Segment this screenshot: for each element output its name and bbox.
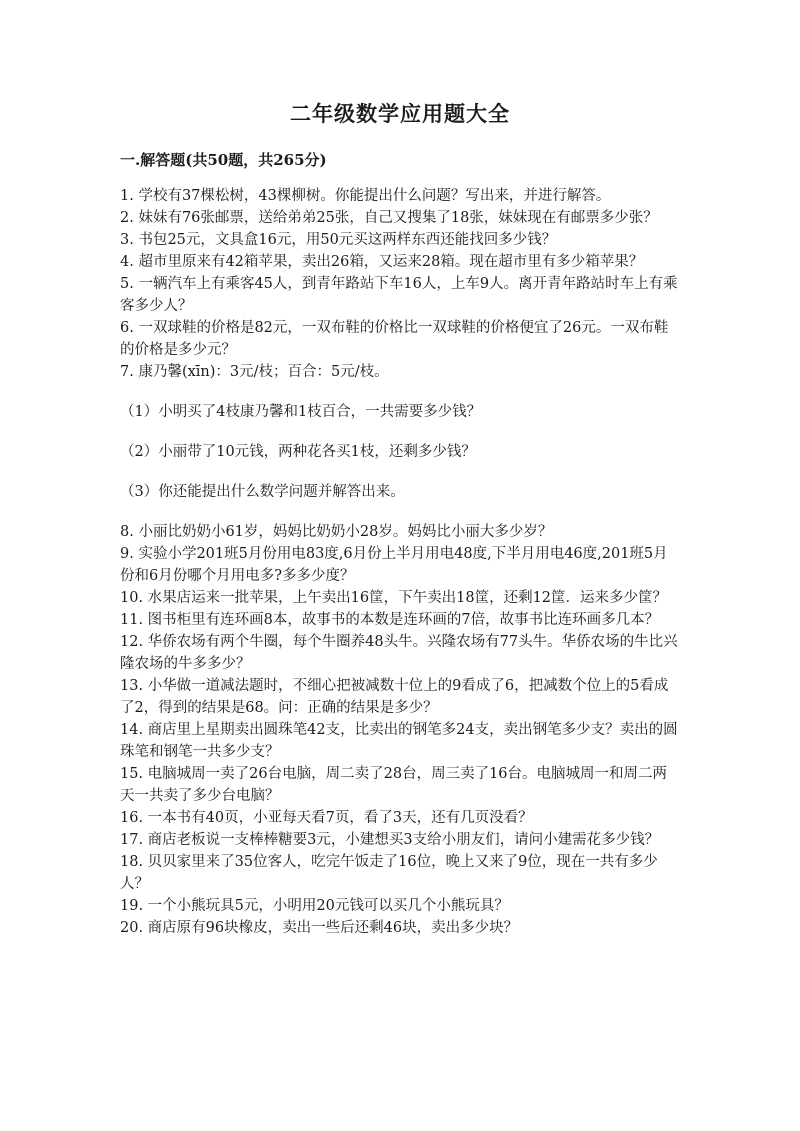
question-item: 20. 商店原有96块橡皮，卖出一些后还剩46块，卖出多少块？ (120, 920, 519, 936)
question-item: 8. 小丽比奶奶小61岁，妈妈比奶奶小28岁。妈妈比小丽大多少岁？ (120, 524, 553, 540)
question-item: 10. 水果店运来一批苹果，上午卖出16筐，下午卖出18筐，还剩12筐．运来多少筐？ (120, 590, 668, 606)
document-title: 二年级数学应用题大全 (290, 101, 510, 126)
question-item: 7. 康乃馨(xīn)：3元/枝；百合：5元/枝。 (120, 364, 389, 380)
question-item: 13. 小华做一道减法题时，不细心把被减数十位上的9看成了6，把减数个位上的5看成了2，得到的结果是68。问：正确的结果是多少？ (120, 678, 669, 716)
question-item: 19. 一个小熊玩具5元，小明用20元钱可以买几个小熊玩具？ (120, 898, 509, 914)
question-item: 18. 贝贝家里来了35位客人，吃完午饭走了16位，晚上又来了9位，现在一共有多少人？ (120, 854, 658, 892)
question-item: 12. 华侨农场有两个牛圈，每个牛圈养48头牛。兴隆农场有77头牛。华侨农场的牛比兴隆农场的牛多多少？ (120, 634, 678, 672)
question-item: 2. 妹妹有76张邮票，送给弟弟25张，自己又搜集了18张，妹妹现在有邮票多少张？ (120, 210, 658, 226)
question-item: 3. 书包25元，文具盒16元，用50元买这两样东西还能找回多少钱？ (120, 232, 557, 248)
question-list (120, 185, 680, 939)
question-item: 9. 实验小学201班5月份用电83度,6月份上半月用电48度,下半月用电46度,201班5月份和6月份哪个月用电多?多多少度？ (120, 546, 668, 584)
question-item: 1. 学校有37棵松树，43棵柳树。你能提出什么问题？写出来，并进行解答。 (120, 188, 611, 204)
question-item: 17. 商店老板说一支棒棒糖要3元，小建想买3支给小朋友们，请问小建需花多少钱？ (120, 832, 660, 848)
question-item: 11. 图书柜里有连环画8本，故事书的本数是连环画的7倍，故事书比连环画多几本？ (120, 612, 660, 628)
question-item: 15. 电脑城周一卖了26台电脑，周二卖了28台，周三卖了16台。电脑城周一和周二两天一共卖了多少台电脑？ (120, 766, 668, 804)
section-heading: 一.解答题(共50题，共265分) (120, 151, 327, 169)
question-item: 5. 一辆汽车上有乘客45人，到青年路站下车16人，上车9人。离开青年路站时车上有乘客多少人？ (120, 276, 678, 314)
question-item: 4. 超市里原来有42箱苹果，卖出26箱，又运来28箱。现在超市里有多少箱苹果？ (120, 254, 644, 270)
question-item: 14. 商店里上星期卖出圆珠笔42支，比卖出的钢笔多24支，卖出钢笔多少支？卖出的圆珠笔和钢笔一共多少支？ (120, 722, 678, 760)
question-item: 6. 一双球鞋的价格是82元，一双布鞋的价格比一双球鞋的价格便宜了26元。一双布鞋的价格是多少元？ (120, 320, 669, 358)
question-item: 16. 一本书有40页，小亚每天看7页，看了3天，还有几页没看？ (120, 810, 533, 826)
sub-question-item: （1）小明买了4枝康乃馨和1枝百合，一共需要多少钱？ (120, 404, 482, 420)
sub-question-item: （3）你还能提出什么数学问题并解答出来。 (120, 484, 405, 500)
sub-question-item: （2）小丽带了10元钱，两种花各买1枝，还剩多少钱？ (120, 444, 476, 460)
